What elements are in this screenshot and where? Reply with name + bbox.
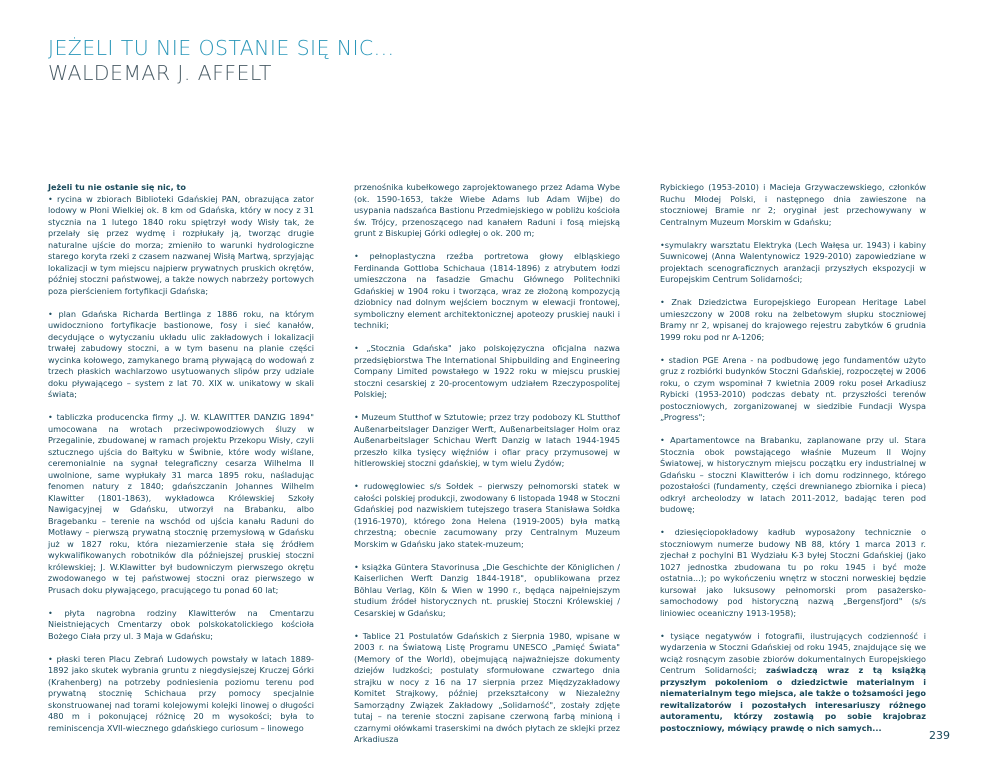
paragraph: •symulakry warsztatu Elektryka (Lech Wałęsa ur. 1943) i kabiny Suwnicowej (Anna Walentynowicz 1929-2010) zapowiedziane w projektach scenograficznych aranżacji przyszłych ekspozycji w Europejskim Centrum Solidarności; <box>660 239 926 284</box>
paragraph: • Znak Dziedzictwa Europejskiego European Heritage Label umieszczony w 2008 roku na żelbetowym słupku stoczniowej Bramy nr 2, wpisanej do krajowego rejestru zabytków 6 grudnia 1999 roku pod nr A-1206; <box>660 297 926 342</box>
paragraph: • płaski teren Placu Zebrań Ludowych powstały w latach 1889-1892 jako skutek wybrania gruntu z niegdysiejszej Kruczej Górki (Krahenberg) na potrzeby podniesienia poziomu terenu pod prywatną stocznię Schichaua przy pomocy specjalnie skonstruowanej nad torami kolejowymi kolejki linowej o długości 480 m i pokonującej różnicę 20 m wysokości; była to reminiscencja XVII-wiecznego gdańskiego curiosum – linowego <box>48 653 314 733</box>
paragraph: • rycina w zbiorach Biblioteki Gdańskiej PAN, obrazująca zator lodowy w Płoni Wielkiej ok. 8 km od Gdańska, który w nocy z 31 stycznia na 1 lutego 1840 roku spiętrzył wody Wisły tak, że przelały się przez wydmę i rozpłukały ją, tworząc drugie naturalne ujście do morza; zmieniło to warunki hydrologiczne starego koryta rzeki z czasem nazwanej Wisłą Martwą, sprzyjając lokalizacji w tym miejscu najpierw prywatnych pruskich okrętów, później stoczni państwowej, a także nowych nabrzeży portowych poza pierścieniem fortyfikacji Gdańska; <box>48 193 314 296</box>
page-number: 239 <box>929 729 950 742</box>
paragraph: • stadion PGE Arena - na podbudowę jego fundamentów użyto gruz z rozbiórki budynków Stoczni Gdańskiej, rozpoczętej w 2006 roku, o czym wspominał 7 kwietnia 2009 roku poseł Arkadiusz Rybicki (1953-2010) podczas debaty nt. przyszłości terenów postoczniowych, zorganizowanej w siedzibie Fundacji Wyspa „Progress"; <box>660 354 926 422</box>
paragraph: • pełnoplastyczna rzeźba portretowa głowy elbląskiego Ferdinanda Gottloba Schichaua (1814-1896) z atrybutem łodzi umieszczona na fasadzie Gmachu Głównego Politechniki Gdańskiej w 1904 roku i tworząca, wraz ze złożoną kompozycją dziobnicy nad dolnym wejściem bocznym w elewacji frontowej, symboliczny element architektonicznej apoteozy pruskiej nauki i techniki; <box>354 251 620 330</box>
paragraph: • plan Gdańska Richarda Bertlinga z 1886 roku, na którym uwidoczniono fortyfikacje bastionowe, fosy i sieć kanałów, decydujące o wytyczaniu układu ulic zakładowych i lokalizacji trwałej zabudowy stoczni, a w tym basenu na planie części wycinka kołowego, zamykanego bramą pływającą do wodowań z trzech płaskich wachlarzowo usytuowanych slipów przy udziale doku pływającego – system z lat 70. XIX w. unikatowy w skali świata; <box>48 308 314 399</box>
closing-paragraph <box>660 631 926 735</box>
paragraph: Rybickiego (1953-2010) i Macieja Grzywaczewskiego, członków Ruchu Młodej Polski, i następnego dnia zawieszone na stoczniowej Bramie nr 2; oryginał jest przechowywany w Centralnym Muzeum Morskim w Gdańsku; <box>660 182 926 227</box>
text-column-3 <box>660 182 926 746</box>
paragraph: • dziesięciopokładowy kadłub wyposażony technicznie o stoczniowym numerze budowy NB 88, który 1 marca 2013 r. zjechał z pochylni B1 Wydziału K-3 byłej Stoczni Gdańskiej (jako 1027 jednostka zbudowana tu po roku 1945 i być może ostatnia...); po wykończeniu wnętrz w stoczni norweskiej będzie kursował jako luksusowy pełnomorski prom pasażersko-samochodowy pod historyczną nazwą „Bergensfjord" (s/s liniowiec oceaniczny 1913-1958); <box>660 527 926 618</box>
lead-heading: Jeżeli tu nie ostanie się nic, to <box>48 182 186 192</box>
paragraph: • płyta nagrobna rodziny Klawitterów na Cmentarzu Nieistniejących Cmentarzy obok polskokatolickiego kościoła Bożego Ciała przy ul. 3 Maja w Gdańsku; <box>48 607 314 641</box>
author-name: WALDEMAR J. AFFELT <box>48 61 272 85</box>
paragraph: • Apartamentowce na Brabanku, zaplanowane przy ul. Stara Stocznia obok powstającego właśnie Muzeum II Wojny Światowej, w historycznym miejscu początku ery industrialnej w Gdańsku – stoczni Klawitterów i ich domu rodzinnego, którego pozostałości (fundamenty, części drewnianego zbiornika i pieca) odkrył archeolodzy w latach 2011-2012, badając teren pod budowę; <box>660 435 926 514</box>
page-title: JEŻELI TU NIE OSTANIE SIĘ NIC... <box>48 36 395 60</box>
text-column-2 <box>354 182 620 757</box>
closing-bold-text: zaświadczą wraz z tą książką przyszłym pokoleniom o dziedzictwie materialnym i niematerialnym tego miejsca, ale także o tożsamości jego rewitalizatorów i pozostałych interesariuszy różnego autoramentu, którzy zostawią po sobie krajobraz postoczniowy, mówiący prawdę o nich samych... <box>660 665 926 733</box>
paragraph: • „Stocznia Gdańska" jako polskojęzyczna oficjalna nazwa przedsiębiorstwa The International Shipbuilding and Engineering Company Limited powstałego w 1922 roku w miejscu pruskiej stoczni cesarskiej z 20-procentowym udziałem Rzeczypospolitej Polskiej; <box>354 343 620 399</box>
paragraph: • rudowęglowiec s/s Sołdek – pierwszy pełnomorski statek w całości polskiej produkcji, zwodowany 6 listopada 1948 w Stoczni Gdańskiej pod nazwiskiem tutejszego trasera Stanisława Sołdka (1916-1970), którego żona Helena (1919-2005) była matką chrzestną; obecnie zacumowany przy Centralnym Muzeum Morskim w Gdańsku jako statek-muzeum; <box>354 481 620 549</box>
paragraph: • Tablice 21 Postulatów Gdańskich z Sierpnia 1980, wpisane w 2003 r. na Światową Listę Programu UNESCO „Pamięć Świata" (Memory of the World), obejmującą najważniejsze dokumenty dziejów ludzkości; postulaty sformułowane czwartego dnia strajku w nocy z 16 na 17 sierpnia przez Międzyzakładowy Komitet Strajkowy, później przekształcony w Niezależny Samorządny Związek Zakładowy „Solidarność", zostały zdjęte tutaj – na terenie stoczni zapisane czerwoną farbą minioną i czarnymi ołówkami traserskimi na dwóch płytach ze sklejki przez Arkadiusza <box>354 630 620 744</box>
paragraph: • tabliczka producencka firmy „J. W. KLAWITTER DANZIG 1894" umocowana na wrotach przeciwpowodziowych śluzy w Przegalinie, zbudowanej w ramach projektu Przekopu Wisły, czyli sztucznego ujścia do Bałtyku w Świbnie, które wody wiślane, ceremonialnie na sygnał telegraficzny cesarza Wilhelma II uwolnione, same wypłukały 31 marca 1895 roku, naśladując fenomen natury z 1840; gdańszczanin Johannes Wilhelm Klawitter (1801-1863), wykładowca Królewskiej Szkoły Nawigacyjnej w Gdańsku, utworzył na Brabanku, albo Bragebanku – terenie na wschód od ujścia kanału Raduni do Motławy – pierwszą prywatną stocznię przemysłową w Gdańsku już w 1827 roku, która niezamierzenie stała się źródłem wykwalifikowanych robotników dla późniejszej pruskiej stoczni królewskiej; J. W.Klawitter był budowniczym pierwszego okrętu zwodowanego w tej państwowej stoczni oraz pierwszego w Prusach doku pływającego, pracującego tu ponad 60 lat; <box>48 412 314 595</box>
title-block <box>48 36 394 86</box>
text-column-1 <box>48 182 314 746</box>
paragraph: • książka Güntera Stavorinusa „Die Geschichte der Königlichen / Kaiserlichen Werft Danzig 1844-1918", opublikowana przez Böhlau Verlag, Köln & Wien w 1990 r., będąca najpełniejszym studium źródeł historycznych nt. pruskiej Stoczni Królewskiej / Cesarskiej w Gdańsku; <box>354 561 620 618</box>
paragraph: przenośnika kubełkowego zaprojektowanego przez Adama Wybe (ok. 1590-1653, także Wiebe Adams lub Adam Wijbe) do usypania nadszańca Bastionu Przedmiejskiego w pobliżu kościoła św. Trójcy, przenoszącego nad kanałem Raduni i fosą miejską grunt z Biskupiej Górki odległej o ok. 200 m; <box>354 182 620 238</box>
closing-text: • tysiące negatywów i fotografii, ilustrujących codzienność i wydarzenia w Stoczni Gdańskiej od roku 1945, znajdujące się we wciąż rosnącym zasobie zbiorów dokumentalnych Europejskiego Centrum Solidarności; <box>660 630 926 675</box>
paragraph: • Muzeum Stutthof w Sztutowie; przez trzy podobozy KL Stutthof Außenarbeitslager Danziger Werft, Außenarbeitslager Holm oraz Außenarbeitslager Schichau Werft Danzig w latach 1944-1945 przeszło kilka tysięcy więźniów i ofiar pracy przymusowej w hitlerowskiej stoczni gdańskiej, w tym wielu Żydów; <box>354 412 620 468</box>
